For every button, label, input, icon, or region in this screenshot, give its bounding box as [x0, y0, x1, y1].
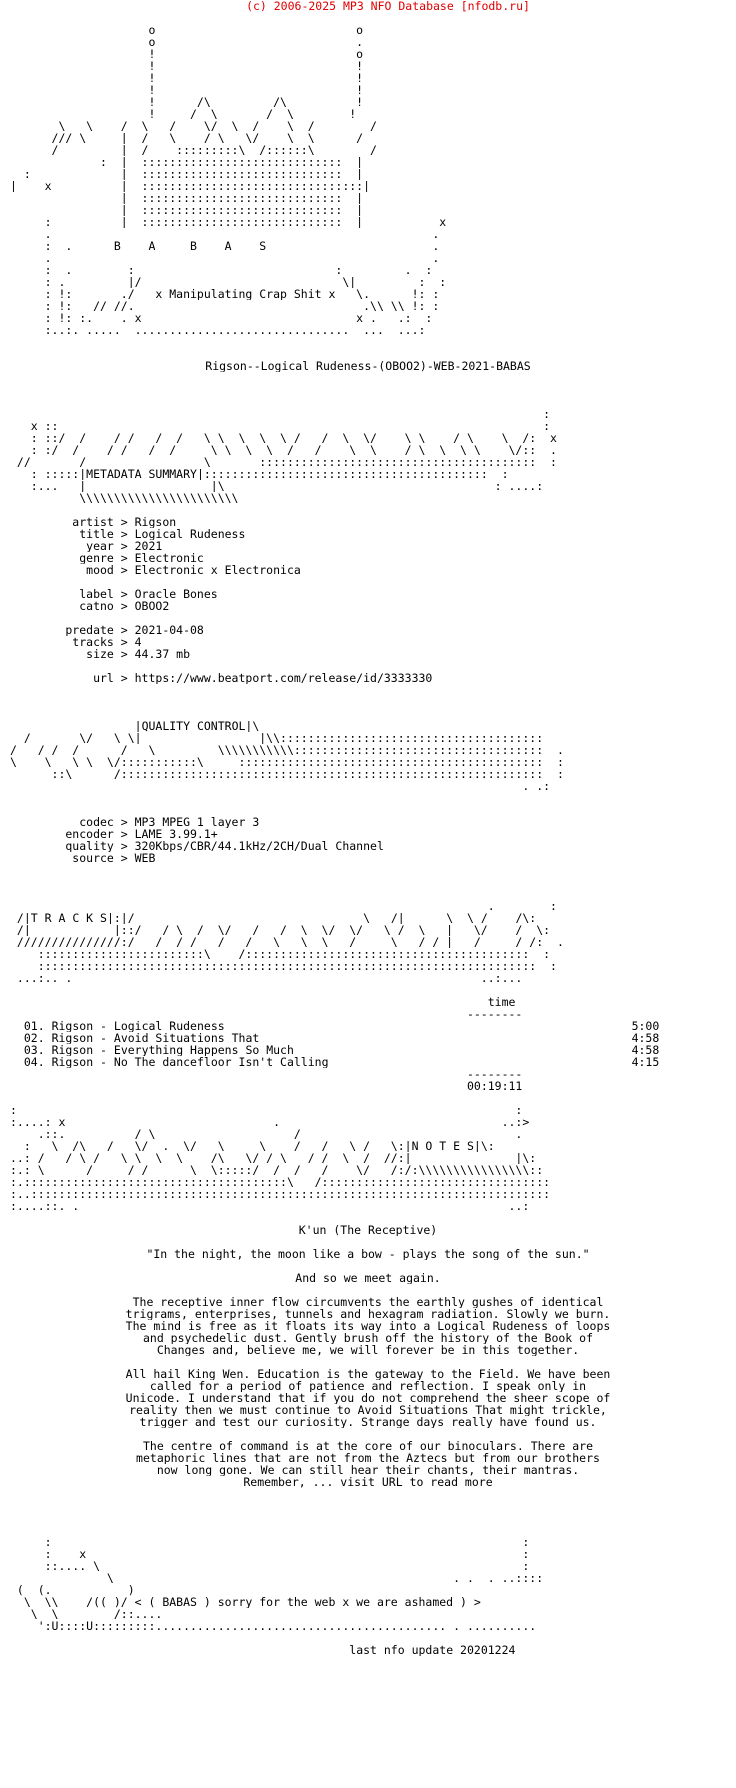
copyright-line: (c) 2006-2025 MP3 NFO Database [nfodb.ru] [246, 0, 530, 12]
metadata-row: size > 44.37 mb [10, 648, 191, 660]
logo-line: ____ __!__ / \ __ / \ ____!____ [10, 108, 384, 120]
footer-art: : : : x : ::.... \ : ____________\__ . . . ..:::: ( (._____ __ ) \ \\____/((_)/ < ( BABAS ) sorry for the web x we are ashamed ) > \__\________/::.... ':U::::U:::::::::.......................................... . .......... last nfo update 20201224 [10, 1536, 726, 1656]
logo-line: : !: // //. .\\ \\ !: : [10, 300, 440, 312]
logo-line: . . [10, 228, 440, 240]
notes-greeting: And so we meet again. [295, 1272, 441, 1284]
logo-line: : . _ ___:_____________________________:___ _ . : [10, 264, 433, 276]
logo-line: ! o [10, 48, 364, 60]
tracks-header-art: ______________ _____ ______. _____ : /|T R A C K S|:|/___ ____ ____ _____ ____ __ \ /| \ \ / /\: /|____________|::/ /_\ / \/ /___/ \ \/ \/___\ / \_ |___\/ /__\: ///////////////:/___/__/ /___/___/ \___\__\___/_____\___/_/ |___/_____/ /: . ::::::::::::::::::::::::\____/::::::::::::::::::::::::::::::::::::::::: : :::::::::::::::::::::::::::::::::::::::::::::::::::::::::::::::::::::::: : ...:.. . ..:... [10, 900, 564, 984]
logo-line: o o [10, 24, 364, 36]
track-row: 01. Rigson - Logical Rudeness 5:00 [23, 1020, 660, 1032]
metadata-row: year > 2021 [10, 540, 163, 552]
time-header: time [487, 996, 516, 1008]
logo-line: : | ::::::::::::::::::::::::::::: | [10, 168, 364, 180]
notes-heading: K'un (The Receptive) [298, 1224, 438, 1236]
logo-line: | ::::::::::::::::::::::::::::: | [10, 192, 364, 204]
quality-row: source > WEB [10, 852, 156, 864]
metadata-row: tracks > 4 [10, 636, 142, 648]
logo-line: ! ! [10, 72, 364, 84]
notes-paragraph: All hail King Wen. Education is the gateway to the Field. We have been called for a period of patience and reflection. I speak only in Unicode. I understand that if you do not comprehend the sheer scope of reality then we must continue to Avoid Situations That might trickle, trigger and test our curiosity. Strange days really have found us. [125, 1368, 611, 1428]
metadata-row: genre > Electronic [10, 552, 204, 564]
metadata-row: artist > Rigson [10, 516, 177, 528]
logo-line: : . |/ \| : : [10, 276, 447, 288]
metadata-title: METADATA SUMMARY [86, 468, 197, 480]
metadata-row: predate > 2021-04-08 [10, 624, 204, 636]
release-url-link[interactable]: https://www.beatport.com/release/id/3333330 [134, 672, 433, 684]
track-list: time -------- 01. Rigson - Logical Rudeness 5:00 02. Rigson - Avoid Situations That 4:58 03. Rigson - Everything Happens So Much 4:58 04. Rigson - No The dancefloor Isn't Calling 4:15 -------- 00:19:11 [10, 996, 726, 1092]
logo-line: ! /\ /\ ! [10, 96, 364, 108]
logo-line: /_________| /____:::::::::\__/::::::\________/ [10, 144, 377, 156]
logo-line: | x | ::::::::::::::::::::::::::::::::| [10, 180, 371, 192]
logo-line: : | ::::::::::::::::::::::::::::: | [10, 156, 364, 168]
notes-paragraph: The receptive inner flow circumvents the earthly gushes of identical trigrams, enterprises, tunnels and hexagram radiation. Slowly we burn. The mind is free as it floats its way into a Logical Rudeness of loops and psychedelic dust. Gently brush off the history of the Book of Changes and, believe me, we will forever be in this together. [125, 1296, 611, 1356]
logo-line: ! ! [10, 60, 364, 72]
logo-line: : _ ___| ::::::::::::::::::::::::::::: |___ _ x [10, 216, 447, 228]
quality-row: quality > 320Kbps/CBR/44.1kHz/2CH/Dual Channel [10, 840, 384, 852]
nfo-document [10, 0, 726, 1656]
total-time: 00:19:11 [466, 1080, 523, 1092]
metadata-row: mood > Electronic x Electronica [10, 564, 301, 576]
last-update: last nfo update 20201224 [349, 1644, 516, 1656]
quality-title: QUALITY CONTROL [141, 720, 246, 732]
notes-paragraph: The centre of command is at the core of our binoculars. There are metaphoric lines that are not from the Aztecs but from our brothers now long gone. We can still hear their chants, their mantras. Remember, ... visit URL to read more [136, 1440, 600, 1488]
metadata-row: title > Logical Rudeness [10, 528, 246, 540]
metadata-row: label > Oracle Bones [10, 588, 218, 600]
metadata-row: url > https://www.beatport.com/release/id/3333330 [10, 672, 433, 684]
footer-slogan: < ( BABAS ) sorry for the web x we are ashamed ) > [134, 1596, 481, 1608]
babas-logo [10, 12, 726, 336]
logo-line: ! ! [10, 84, 364, 96]
logo-line: : . B A B A S . [10, 240, 440, 252]
quality-header-art: _________________ ________ _____ |QUALITY CONTROL|\ _/ __ \/ \_\|_________________|\\:::::::::::::::::::::::::::::::::::::: / /_/ _/ ___ / \_______ \\\\\\\\\\\:::::::::::::::::::::::::::::::::::: . \____\___\ \__\/:::::::::::\_____:::::::::::::::::::::::::::::::::::::::::::: : ::\______/::::::::::::::::::::::::::::::::::::::::::::::::::::::::::::: : . .: [10, 708, 564, 792]
logo-line: /// \_____| / \____/ \_ \/ \ \______/ [10, 132, 377, 144]
logo-line: . . [10, 252, 440, 264]
logo-line: | ::::::::::::::::::::::::::::: | [10, 204, 364, 216]
notes-body [10, 1224, 726, 1488]
metadata-fields [10, 516, 726, 684]
logo-line: : !: _ _./ x Manipulating Crap Shit x \._ _ !: : [10, 288, 440, 300]
logo-line: o . [10, 36, 364, 48]
release-name: Rigson--Logical_Rudeness-(OBOO2)-WEB-2021-BABAS [205, 360, 531, 372]
track-row: 02. Rigson - Avoid Situations That 4:58 [23, 1032, 660, 1044]
track-row: 03. Rigson - Everything Happens So Much 4:58 [23, 1044, 660, 1056]
logo-line: : !: :. . x x . .: : [10, 312, 433, 324]
notes-title: N O T E S [411, 1140, 474, 1152]
logo-line: _ ___\ \____/ \ /____\/ \ /____\ / / __ _ [10, 120, 419, 132]
notes-header-art: : : :....: x _ . ..:> .::. ______/ \____ ___ _____/ ____ _ _________________. :___\__/\ /__ \/ ._ \/___\ ____\_ _/___/ _\_/___\:|N O T E S|\: ..: / / \ / \ \ \_ \ /\___\/ / \ _/ / \ / //:|_______________|\: :.: \______/_____/_/______\__\:::::/__/ /___/ ___\/___/:/:\\\\\\\\\\\\\\\\:: :.::::::::::::::::::::::::::::::::::::::\___/::::::::::::::::::::::::::::::::: :..::::::::::::::::::::::::::::::::::::::::::::::::::::::::::::::::::::::::::: :....::. . ..: [10, 1104, 551, 1212]
quality-row: encoder > LAME 3.99.1+ [10, 828, 218, 840]
notes-quote: "In the night, the moon like a bow - plays the song of the sun." [146, 1248, 590, 1260]
quality-row: codec > MP3 MPEG 1 layer 3 [10, 816, 260, 828]
track-row: 04. Rigson - No The dancefloor Isn't Calling 4:15 [23, 1056, 660, 1068]
logo-line [10, 12, 726, 24]
quality-fields [10, 816, 726, 864]
metadata-row: catno > OBOO2 [10, 600, 170, 612]
metadata-header-art: : x :: ___ ______ ___ ____ ___ ____ _____ ___ _____ _______ ____ : : ::/ /____/ /___/ / \ \ \ \ \ / / \ \/ \ \ __/ \ \ /: x _:_:/__/____/ /___/__/_____\ \__\__\__/___/____\__\____/_\ \__\_\____\/:: . //_______/ \_______:::::::::::::::::::::::::::::::::::::::: : : :::::|METADATA SUMMARY|::::::::::::::::::::::::::::::::::::::::: : :... |__________________|\ : ....: \\\\\\\\\\\\\\\\\\\\\\\ [10, 408, 557, 504]
tracks-title: T R A C K S [30, 912, 107, 924]
logo-line: :..:. ..... ............................... ... ...: [10, 324, 426, 336]
